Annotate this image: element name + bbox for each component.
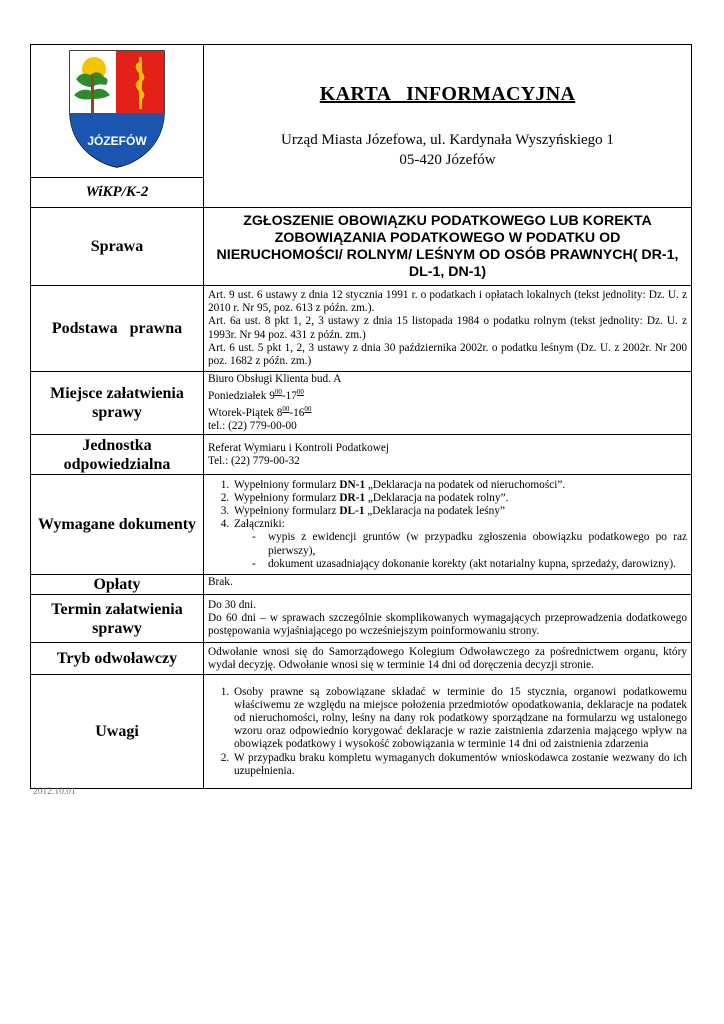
hours-tue-fri: Wtorek-Piątek $8^{00}-16^{00}$ bbox=[208, 405, 312, 419]
office-name: Biuro Obsługi Klienta bud. A bbox=[208, 373, 342, 385]
unit-name: Referat Wymiaru i Kontroli Podatkowej bbox=[208, 441, 390, 454]
hours-monday: Poniedziałek $9^{00}-17^{00}$ bbox=[208, 388, 304, 402]
list-item: 4. Załączniki: - wypis z ewidencji gruntów (w przypadku zgłoszenia obowiązku podatkowego po raz pierwszy), - dokument uzasadniający dokonanie korekty (akt notarialny kupna, sprzedaży, darowizny). bbox=[232, 518, 687, 571]
address-line-2: 05-420 Józefów bbox=[399, 152, 496, 168]
legal-basis-1: Art. 9 ust. 6 ustawy z dnia 12 stycznia 1991 r. o podatkach i opłatach lokalnych (tekst jednolity: Dz. U. z 2010 r. Nr 95, poz. 613 z późn. zm.). bbox=[208, 288, 687, 315]
deadline-1: Do 30 dni. bbox=[208, 599, 257, 612]
attachment-item: - dokument uzasadniający dokonanie korekty (akt notarialny kupna, sprzedaży, darowizny). bbox=[266, 558, 687, 571]
header-cell bbox=[204, 45, 692, 208]
miejsce-label: Miejsce załatwienia sprawy bbox=[31, 372, 204, 435]
remarks-list bbox=[208, 686, 687, 778]
podstawa-label: Podstawa prawna bbox=[31, 286, 204, 372]
list-item: 2. W przypadku braku kompletu wymaganych dokumentów wnioskodawca zostanie wezwany do ich uzupełnienia. bbox=[232, 752, 687, 778]
office-address bbox=[204, 130, 691, 170]
document-date: 2012.10.01 bbox=[33, 787, 76, 797]
attachment-item: - wypis z ewidencji gruntów (w przypadku zgłoszenia obowiązku podatkowego po raz pierwszy), bbox=[266, 531, 687, 557]
legal-basis-2: Art. 6a ust. 8 pkt 1, 2, 3 ustawy z dnia 15 listopada 1984 o podatku rolnym (tekst jednolity: Dz. U. z 1993r. Nr 94 poz. 431 z późn. zm.) bbox=[208, 315, 687, 341]
jednostka-text bbox=[204, 435, 692, 475]
crest-cell bbox=[31, 45, 204, 178]
legal-basis-3: Art. 6 ust. 5 pkt 1, 2, 3 ustawy z dnia 30 października 2002r. o podatku leśnym (Dz. U. z 2002r. Nr 200 poz. 1682 z późn. zm.) bbox=[208, 341, 687, 367]
list-item: 1. Osoby prawne są zobowiązane składać w terminie do 15 stycznia, organowi podatkowemu właściwemu ze względu na miejsce położenia przedmiotów opodatkowania, deklaracje na podatek od nieruchomości, rolny, leśny na dany rok podatkowy sporządzane na formularzu wg ustalonego wzoru oraz odpowiednio korygować deklaracje w razie zaistnienia zdarzenia mającego wpływ na obowiązek podatkowy i wysokość zobowiązania w terminie 14 dni od zaistnienia zdarzenia bbox=[232, 686, 687, 752]
documents-list bbox=[208, 479, 687, 571]
uwagi-label: Uwagi bbox=[31, 675, 204, 789]
termin-label: Termin załatwienia sprawy bbox=[31, 595, 204, 643]
tryb-text: Odwołanie wnosi się do Samorządowego Kolegium Odwoławczego za pośrednictwem organu, który wydał decyzję. Odwołanie wnosi się w terminie 14 dni od doręczenia decyzji stronie. bbox=[204, 643, 692, 675]
unit-phone: Tel.: (22) 779-00-32 bbox=[208, 454, 300, 467]
uwagi-text bbox=[204, 675, 692, 789]
oplaty-label: Opłaty bbox=[31, 575, 204, 595]
oplaty-text: Brak. bbox=[204, 575, 692, 595]
dokumenty-label: Wymagane dokumenty bbox=[31, 475, 204, 575]
jednostka-label: Jednostka odpowiedzialna bbox=[31, 435, 204, 475]
miejsce-text bbox=[204, 372, 692, 435]
info-card-table bbox=[30, 44, 692, 789]
list-item: 2. Wypełniony formularz DR-1 „Deklaracja na podatek rolny”. bbox=[232, 492, 687, 505]
list-item: 3. Wypełniony formularz DL-1 „Deklaracja na podatek leśny” bbox=[232, 505, 687, 518]
deadline-2: Do 60 dni – w sprawach szczególnie skomplikowanych wymagających przeprowadzenia dodatkowego postępowania wyjaśniającego po wcześniejszym poinformowaniu strony. bbox=[208, 612, 687, 638]
office-phone: tel.: (22) 779-00-00 bbox=[208, 420, 297, 433]
attachments-list bbox=[234, 531, 687, 571]
list-item: 1. Wypełniony formularz DN-1 „Deklaracja na podatek od nieruchomości”. bbox=[232, 479, 687, 492]
dokumenty-text bbox=[204, 475, 692, 575]
sprawa-label: Sprawa bbox=[31, 208, 204, 286]
podstawa-text bbox=[204, 286, 692, 372]
tryb-label: Tryb odwoławczy bbox=[31, 643, 204, 675]
address-line-1: Urząd Miasta Józefowa, ul. Kardynała Wyszyńskiego 1 bbox=[281, 132, 614, 148]
card-title: KARTA INFORMACYJNA bbox=[319, 83, 576, 105]
document-code: WiKP/K-2 bbox=[31, 178, 204, 208]
termin-text bbox=[204, 595, 692, 643]
crest-text: JÓZEFÓW bbox=[87, 133, 147, 148]
sprawa-text: ZGŁOSZENIE OBOWIĄZKU PODATKOWEGO LUB KOREKTA ZOBOWIĄZANIA PODATKOWEGO W PODATKU OD NIERUCHOMOŚCI/ ROLNYM/ LEŚNYM OD OSÓB PRAWNYCH( DR-1, DL-1, DN-1) bbox=[204, 208, 692, 286]
jozefow-coat-of-arms-icon bbox=[68, 49, 166, 169]
